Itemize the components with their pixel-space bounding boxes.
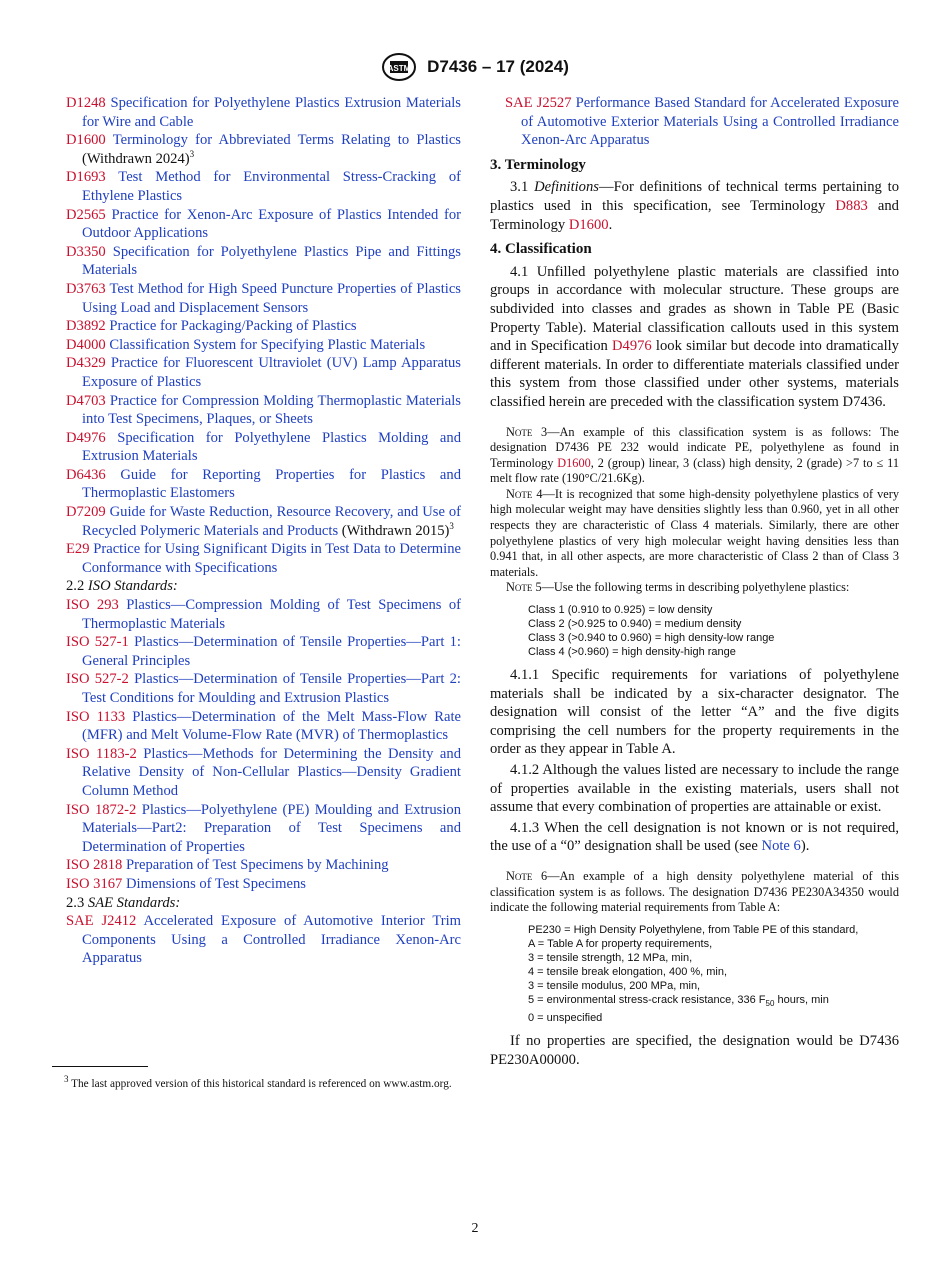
class-item: Class 3 (>0.940 to 0.960) = high density-low range <box>528 632 775 645</box>
astm-reference-list <box>66 94 461 577</box>
page-header <box>0 52 950 82</box>
designation-item: A = Table A for property requirements, <box>528 937 713 950</box>
ref-item[interactable]: D4976 Specification for Polyethylene Plastics Molding and Extrusion Materials <box>66 429 462 465</box>
ref-item[interactable]: D4703 Practice for Compression Molding Thermoplastic Materials into Test Specimens, Plaques, or Sheets <box>66 392 461 428</box>
ref-item[interactable]: D3763 Test Method for High Speed Puncture Properties of Plastics Using Load and Displacement Sensors <box>66 280 461 316</box>
designation-item: 5 = environmental stress-crack resistance, 336 $F_{50}$ hours, min <box>528 993 829 1008</box>
ref-item[interactable]: ISO 3167 Dimensions of Test Specimens <box>66 875 306 892</box>
class-item: Class 1 (0.910 to 0.925) = low density <box>528 604 713 617</box>
astm-logo-icon <box>381 52 417 82</box>
footnote: $^3$ The last approved version of this historical standard is referenced on www.astm.org. <box>64 1074 452 1090</box>
sae-reference-list <box>66 912 461 968</box>
ref-item[interactable]: D7209 Guide for Waste Reduction, Resource Recovery, and Use of Recycled Polymeric Materials and Products (Withdrawn 2015)$^3$ <box>66 504 461 539</box>
ref-item[interactable]: E29 Practice for Using Significant Digits in Test Data to Determine Conformance with Specifications <box>66 541 461 576</box>
ref-item[interactable]: ISO 1872-2 Plastics—Polyethylene (PE) Moulding and Extrusion Materials—Part2: Preparation of Test Specimens and Determination of Properties <box>66 801 461 855</box>
ref-item[interactable]: D3892 Practice for Packaging/Packing of Plastics <box>66 318 357 335</box>
ref-item[interactable]: SAE J2527 Performance Based Standard for Accelerated Exposure of Automotive Exterior Materials Using a Controlled Irradiance Xenon-Arc Apparatus <box>505 95 900 149</box>
ref-item[interactable]: D4000 Classification System for Specifying Plastic Materials <box>66 336 426 353</box>
link-d4976[interactable]: D4976 <box>612 338 652 355</box>
class-item: Class 4 (>0.960) = high density-high range <box>528 646 736 659</box>
para-4-1-2: 4.1.2 Although the values listed are necessary to include the range of properties available in the existing materials, users shall not assume that every combination of properties are attainable or exist. <box>490 762 899 816</box>
link-d1600[interactable]: D1600 <box>568 216 609 233</box>
designation-item: 4 = tensile break elongation, 400 %, min, <box>528 965 728 978</box>
ref-item[interactable]: ISO 527-2 Plastics—Determination of Tensile Properties—Part 2: Test Conditions for Moulding and Extrusion Plastics <box>66 671 461 706</box>
note-3: Note 3—An example of this classification system is as follows: The designation D7436 PE 232 would indicate PE, polyethylene as found in Terminology D1600, 2 (group) linear, 3 (class) high density, 2 (grade) >7 to ≤ 11 melt flow rate (190°C/21.6Kg). <box>490 424 899 486</box>
note-5: Note 5—Use the following terms in describing polyethylene plastics: <box>506 580 850 595</box>
terminology-paragraph: 3.1 Definitions—For definitions of technical terms pertaining to plastics used in this specification, see Terminology D883 and Terminology D1600. <box>490 179 899 233</box>
page-number: 2 <box>471 1221 479 1236</box>
classification-heading: 4. Classification <box>490 241 592 258</box>
ref-item[interactable]: SAE J2412 Accelerated Exposure of Automotive Interior Trim Components Using a Controlled Irradiance Xenon-Arc Apparatus <box>66 913 462 967</box>
iso-reference-list <box>66 596 461 894</box>
designation-item: 0 = unspecified <box>528 1011 603 1024</box>
document-id: D7436 – 17 (2024) <box>427 57 569 76</box>
astm-logo-text: ASTM <box>387 64 411 73</box>
ref-item[interactable]: D4329 Practice for Fluorescent Ultraviolet (UV) Lamp Apparatus Exposure of Plastics <box>66 355 461 390</box>
designation-item: 3 = tensile strength, 12 MPa, min, <box>528 951 693 964</box>
link-d1600[interactable]: D1600 <box>557 455 591 470</box>
ref-item[interactable]: D3350 Specification for Polyethylene Plastics Pipe and Fittings Materials <box>66 243 461 279</box>
link-note-6[interactable]: Note 6 <box>761 838 801 855</box>
terminology-heading: 3. Terminology <box>490 156 586 173</box>
ref-item[interactable]: ISO 527-1 Plastics—Determination of Tensile Properties—Part 1: General Principles <box>66 634 461 669</box>
ref-item[interactable]: ISO 293 Plastics—Compression Molding of Test Specimens of Thermoplastic Materials <box>66 597 461 632</box>
class-item: Class 2 (>0.925 to 0.940) = medium density <box>528 618 742 631</box>
note-4: Note 4—It is recognized that some high-density polyethylene plastics of very high molecular weight may have densities slightly less than 0.960, yet in all other respects they are characteristic of Class 4 materials. Similarly, there are other polyethylene plastics of very high molecular weight having densities less than 0.941 that, in all other aspects, are more characteristic of Class 2 than of Class 3 materials. <box>490 486 899 579</box>
designation-item: PE230 = High Density Polyethylene, from Table PE of this standard, <box>528 923 859 936</box>
designation-list <box>528 923 899 1025</box>
ref-item[interactable]: D1693 Test Method for Environmental Stress-Cracking of Ethylene Plastics <box>66 169 461 204</box>
para-4-1: 4.1 Unfilled polyethylene plastic materials are classified into groups in accordance with molecular structure. These groups are subdivided into classes and grades as shown in Table PE (Basic Property Table). Material classification callouts used in this system and in Specification D4976 look similar but decode into dramatically different materials. In order to differentiate materials classified under this system from those classified under other systems, materials classified herein are preceded with the classification system D7436. <box>490 263 899 410</box>
ref-item[interactable]: D1600 Terminology for Abbreviated Terms Relating to Plastics (Withdrawn 2024)$^3$ <box>66 132 461 167</box>
final-paragraph: If no properties are specified, the designation would be D7436 PE230A00000. <box>490 1032 899 1068</box>
footnote-divider <box>52 1066 148 1067</box>
ref-item[interactable]: ISO 2818 Preparation of Test Specimens by Machining <box>66 857 389 874</box>
ref-item[interactable]: ISO 1183-2 Plastics—Methods for Determining the Density and Relative Density of Non-Cellular Plastics—Density Gradient Column Method <box>66 745 461 799</box>
class-list <box>528 603 899 659</box>
para-4-1-1: 4.1.1 Specific requirements for variations of polyethylene materials shall be indicated by a six-character designator. The designation will consist of the letter “A” and the five digits comprising the cell numbers for the property requirements in the order as they appear in Table A. <box>490 667 899 758</box>
right-column <box>490 94 899 1071</box>
ref-item[interactable]: D1248 Specification for Polyethylene Plastics Extrusion Materials for Wire and Cable <box>66 95 461 130</box>
ref-item[interactable]: ISO 1133 Plastics—Determination of the Melt Mass-Flow Rate (MFR) and Melt Volume-Flow Rate (MVR) of Thermoplastics <box>66 708 461 744</box>
ref-item[interactable]: D6436 Guide for Reporting Properties for Plastics and Thermoplastic Elastomers <box>66 466 461 502</box>
designation-item: 3 = tensile modulus, 200 MPa, min, <box>528 979 701 992</box>
sae-heading: 2.3 SAE Standards: <box>66 894 181 911</box>
note-6: Note 6—An example of a high density polyethylene material of this classification system is as follows. The designation D7436 PE230A34350 would indicate the following material requirements from Table A: <box>490 868 899 915</box>
left-column <box>66 94 461 968</box>
ref-item[interactable]: D2565 Practice for Xenon-Arc Exposure of Plastics Intended for Outdoor Applications <box>66 206 461 242</box>
para-4-1-3: 4.1.3 When the cell designation is not known or is not required, the use of a “0” designation shall be used (see Note 6). <box>490 819 899 855</box>
link-d883[interactable]: D883 <box>835 197 868 214</box>
iso-heading: 2.2 ISO Standards: <box>66 578 178 595</box>
